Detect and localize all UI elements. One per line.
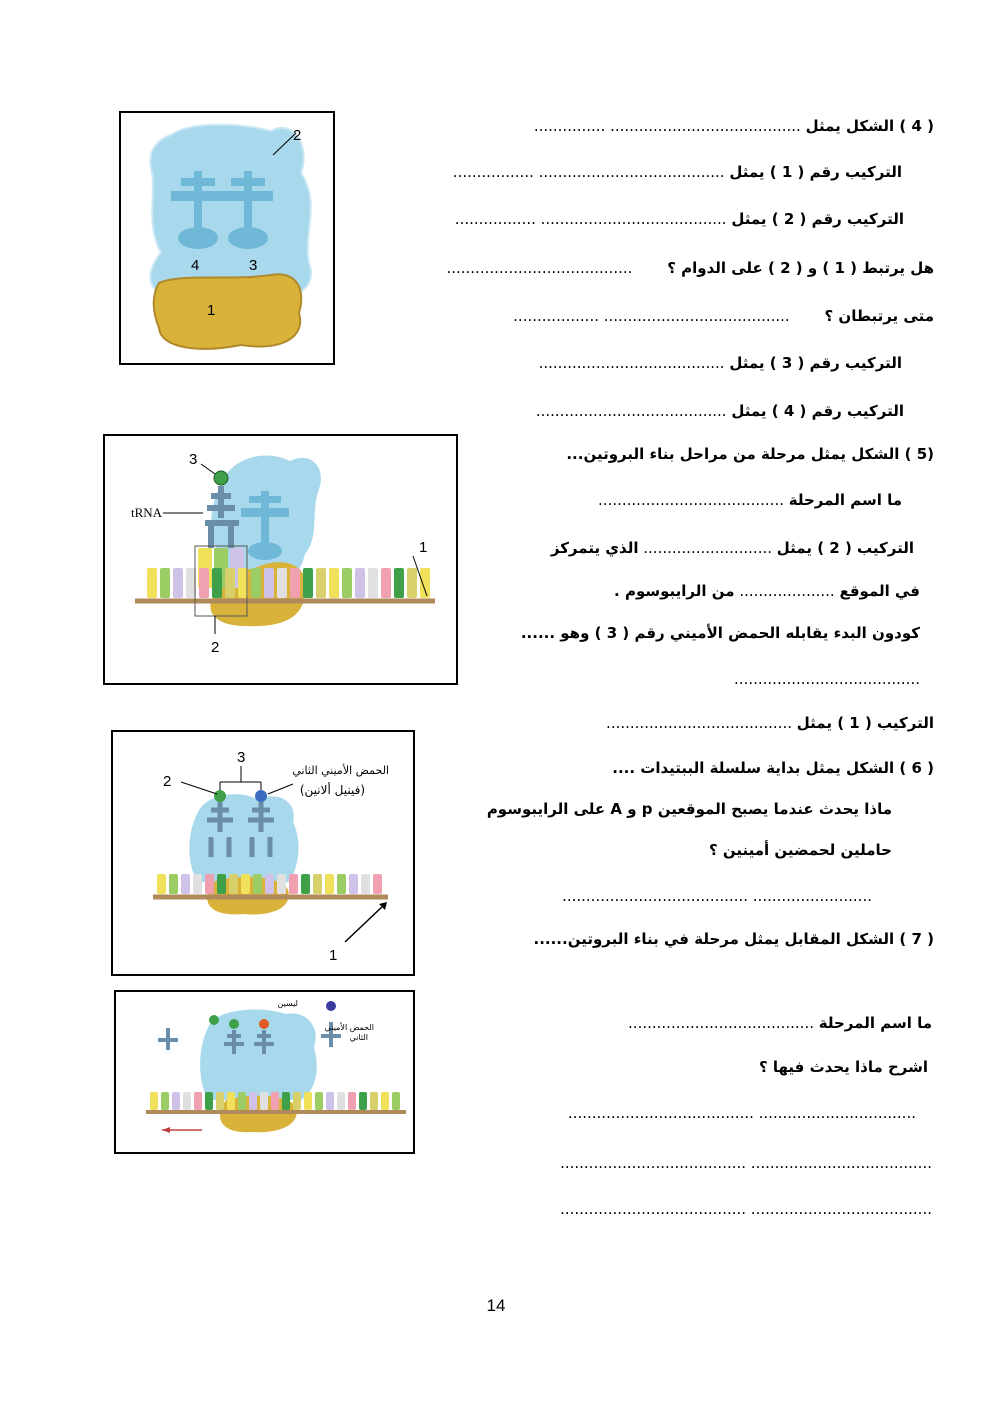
mrna-base <box>161 1092 169 1110</box>
q5-line-3 <box>551 537 914 559</box>
mrna-base <box>160 568 170 598</box>
mrna-base <box>370 1092 378 1110</box>
q4-answer-blank: ........................................ ............... <box>533 117 801 135</box>
q4-when-bound: متى يرتبطان ؟ <box>824 307 934 325</box>
mrna-base <box>303 568 313 598</box>
q7-stage-name: ما اسم المرحلة <box>818 1014 932 1032</box>
page-number: 14 <box>486 1296 506 1315</box>
q6-line-4: ......................... ....................................... <box>562 887 872 905</box>
q7-label-second: الثاني <box>349 1033 368 1042</box>
q5-label-trna: tRNA <box>131 505 163 520</box>
answer-blank: ....................................... .................. <box>513 307 790 325</box>
mrna-base <box>381 568 391 598</box>
mrna-base <box>183 1092 191 1110</box>
mrna-base <box>249 1092 257 1110</box>
mrna-base <box>251 568 261 598</box>
mrna-base <box>205 874 214 894</box>
q5-site: في الموقع <box>839 582 920 600</box>
mrna-base <box>147 568 157 598</box>
mrna-base <box>326 1092 334 1110</box>
mrna-base <box>265 874 274 894</box>
q6-line-3: حاملين لحمضين أمينين ؟ <box>708 841 892 859</box>
q4-label-3: 3 <box>249 257 258 274</box>
q7-line-2 <box>628 1012 932 1034</box>
q7-label-second-amino: الحمض الأميني <box>324 1023 374 1032</box>
q4-line-5 <box>513 305 934 327</box>
mrna-base <box>238 1092 246 1110</box>
q5-label-1: 1 <box>419 539 428 556</box>
mrna-base <box>229 874 238 894</box>
q5-figure <box>103 434 458 685</box>
answer-blank: ....................................... ................. <box>452 163 725 181</box>
mrna-base <box>355 568 365 598</box>
q5-line-1: (5 ) الشكل يمثل مرحلة من مراحل بناء البروتين... <box>566 445 934 463</box>
q5-label-3: 3 <box>189 451 198 468</box>
mrna-base <box>241 874 250 894</box>
mrna-base <box>205 1092 213 1110</box>
q4-line-1 <box>534 115 934 137</box>
mrna-base <box>304 1092 312 1110</box>
q4-line-3 <box>455 208 904 230</box>
mrna-base <box>337 1092 345 1110</box>
q4-structure-1: التركيب رقم ( 1 ) يمثل <box>729 163 902 181</box>
mrna-base <box>392 1092 400 1110</box>
mrna-base <box>212 568 222 598</box>
mrna-base <box>368 568 378 598</box>
q4-structure-3: التركيب رقم ( 3 ) يمثل <box>729 354 902 372</box>
mrna-base <box>169 874 178 894</box>
q7-line-5: ...................................... ....................................... <box>560 1154 932 1172</box>
q6-label-second-amino: الحمض الأميني الثاني <box>292 764 389 777</box>
q5-structure-1: التركيب ( 1 ) يمثل <box>796 714 934 732</box>
mrna-base <box>361 874 370 894</box>
mrna-base <box>282 1092 290 1110</box>
q5-structure-2: التركيب ( 2 ) يمثل <box>776 539 914 557</box>
mrna-base <box>342 568 352 598</box>
mrna-base <box>290 568 300 598</box>
q7-line-3: اشرح ماذا يحدث فيها ؟ <box>758 1058 928 1076</box>
q5-located: الذي يتمركز <box>550 539 639 557</box>
mrna-base <box>157 874 166 894</box>
answer-blank: ....................................... <box>606 714 793 732</box>
q5-line-7 <box>606 712 934 734</box>
mrna-base <box>216 1092 224 1110</box>
q7-line-6: ...................................... ....................................... <box>560 1200 932 1218</box>
q5-line-2 <box>598 489 902 511</box>
q7-label-lysine: ليسين <box>277 999 298 1008</box>
q7-line-1: ( 7 ) الشكل المقابل يمثل مرحلة في بناء البروتين...... <box>533 930 934 948</box>
q5-line-5: كودون البدء يقابله الحمض الأميني رقم ( 3 ) وهو ...... <box>520 624 920 642</box>
q5-stage-name: ما اسم المرحلة <box>788 491 902 509</box>
mrna-base <box>359 1092 367 1110</box>
q6-label-2: 2 <box>163 773 172 790</box>
mrna-base <box>407 568 417 598</box>
q4-structure-2: التركيب رقم ( 2 ) يمثل <box>731 210 904 228</box>
q5-line-6: ....................................... <box>734 670 920 688</box>
mrna-base <box>293 1092 301 1110</box>
q5-line-4 <box>614 580 920 602</box>
q7-mrna-bases <box>150 1092 400 1110</box>
q4-question: ( 4 ) الشكل يمثل <box>805 117 934 135</box>
answer-blank: ....................................... <box>598 491 784 509</box>
answer-blank: ....................................... <box>538 354 725 372</box>
mrna-base <box>227 1092 235 1110</box>
mrna-base <box>420 568 430 598</box>
answer-blank: ....................................... ................. <box>454 210 727 228</box>
mrna-base <box>173 568 183 598</box>
mrna-base <box>194 1092 202 1110</box>
answer-blank: ........................... <box>643 539 773 557</box>
answer-blank: ....................................... <box>446 259 633 277</box>
mrna-base <box>225 568 235 598</box>
mrna-base <box>394 568 404 598</box>
q4-structure-4: التركيب رقم ( 4 ) يمثل <box>731 402 904 420</box>
q6-line-1: ( 6 ) الشكل يمثل بداية سلسلة الببتيدات .... <box>612 759 934 777</box>
q6-figure <box>111 730 415 976</box>
mrna-base <box>260 1092 268 1110</box>
mrna-base <box>193 874 202 894</box>
q4-line-7 <box>536 400 904 422</box>
mrna-base <box>289 874 298 894</box>
q7-line-4: ................................. ....................................... <box>567 1104 916 1122</box>
mrna-base <box>349 874 358 894</box>
q6-line-2: ماذا يحدث عندما يصبح الموقعين p و A على الرايبوسوم <box>486 800 892 818</box>
answer-blank: ........................................ <box>535 402 727 420</box>
mrna-base <box>253 874 262 894</box>
mrna-base <box>313 874 322 894</box>
q4-always-bound: هل يرتبط ( 1 ) و ( 2 ) على الدوام ؟ <box>667 259 934 277</box>
q4-figure <box>119 111 335 365</box>
mrna-base <box>150 1092 158 1110</box>
q4-line-6 <box>539 352 902 374</box>
mrna-base <box>199 568 209 598</box>
answer-blank: .................... <box>739 582 835 600</box>
q5-ribosome: من الرايبوسوم . <box>614 582 735 600</box>
mrna-base <box>172 1092 180 1110</box>
mrna-base <box>337 874 346 894</box>
q4-label-1: 1 <box>207 302 216 319</box>
mrna-base <box>277 874 286 894</box>
mrna-base <box>271 1092 279 1110</box>
mrna-base <box>277 568 287 598</box>
mrna-base <box>264 568 274 598</box>
mrna-base <box>348 1092 356 1110</box>
mrna-base <box>381 1092 389 1110</box>
q4-label-4: 4 <box>191 257 200 274</box>
mrna-base <box>217 874 226 894</box>
mrna-base <box>315 1092 323 1110</box>
q6-label-3: 3 <box>237 749 246 766</box>
q4-label-2: 2 <box>293 127 302 144</box>
q6-label-1: 1 <box>329 947 338 964</box>
mrna-base <box>373 874 382 894</box>
mrna-base <box>181 874 190 894</box>
mrna-base <box>316 568 326 598</box>
q6-label-phenylalanine: (فينيل ألانين) <box>299 783 365 797</box>
q5-label-2: 2 <box>211 639 220 656</box>
mrna-base <box>325 874 334 894</box>
answer-blank: ....................................... <box>628 1014 814 1032</box>
q6-mrna-bases <box>157 874 382 894</box>
q4-line-4 <box>446 257 934 279</box>
q7-figure <box>114 990 415 1154</box>
q4-line-2 <box>453 161 902 183</box>
mrna-base <box>301 874 310 894</box>
mrna-base <box>329 568 339 598</box>
